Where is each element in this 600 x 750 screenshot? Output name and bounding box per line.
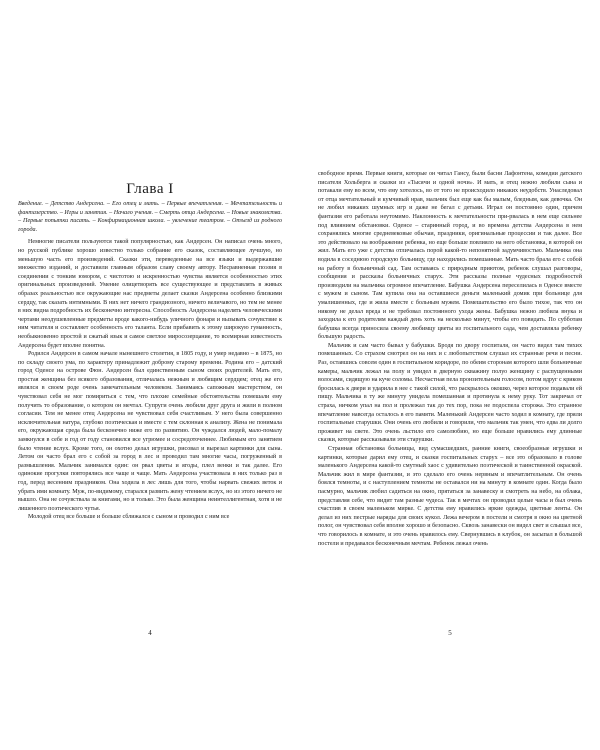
right-page-text	[318, 170, 582, 548]
left-page-text	[18, 200, 282, 522]
paragraph: Немногие писатели пользуются такой популярностью, как Андерсен. Он написал очень много, но русской публике хорошо известно только собрание его сказок, составляющее лучшую, но меньшую часть его произведений. Сказки эти, переведенные на все языки и выдержавшие множество изданий, и доставили главным образом славу своему автору. Несравненная поэзия в соединении с тонким юмором, с чистотою и искренностью чувства является особенностью этих оригинальных произведений. Умение олицетворять все существующее и представлять в живых образах реальностью все окружающие нас предметы делает сказки Андерсена особенно близкими сердцу, так сказать интимными. В них нет ничего грандиозного, ничего величавого, но тем не менее в них видна подробность их бесконечно интересна. Способность Андерсена наделять человеческими чертами неодушевленные предметы вроде какого-нибудь уличного фонаря и вызывать сочувствие к ним читателя и составляет особенность его таланта. Если прибавить к этому широкую гуманность, необыкновенно простой и сжатый язык и самое светлое миросозерцание, то всемирная известность Андерсена будет вполне понятна.	[18, 239, 282, 349]
right-page	[300, 0, 600, 750]
page-number-right: 5	[448, 629, 452, 637]
paragraph: Мальчик и сам часто бывал у бабушки. Бродя по двору госпиталя, он часто видел там тихих помешанных. Со страхом смотрел он на них и с любопытством слушал их странные речи и песни. Раз, оставшись совсем один в госпитальном коридоре, по обеим сторонам которого шли больничные камеры, мальчик лежал на полу и увидел в дверную скважину полуо женщину с распущенными волосами, сидящую на куче соломы. Несчастная пела пронзительным голосом, потом вдруг с криком бросилась к двери и ударила в нее с такой силой, что раскрылось окошко, через которое подавали ей пищу. Мальчика в ту же минуту увидела помешанная и протянула к нему руку. Тот закричал от страха, ничком упал на пол и пролежал так до тех пор, пока не подоспела сторожа. Это странное впечатление навсегда осталось в его памяти. Маленький Андерсен часто ходил в комнату, где пряли госпитальные старушки. Они очень его любили и говорили, что мальчик так умен, что едва ли долго проживет на свете. Это очень льстило его самолюбию, но еще больше нравились ему длинные сказки, которые рассказывали эти старушки.	[318, 342, 582, 444]
chapter-title: Глава I	[126, 181, 174, 197]
paragraph: Молодой отец все больше и больше сближался с сыном и проводил с ним все	[28, 514, 230, 521]
paragraph: свободное время. Первые книги, которые он читал Гансу, были басни Лафонтена, комедии датского писателя Хольберга и сказки из «Тысячи и одной ночи». И мать, и отец нежно любили сына и потакали ему во всем, что ему хотелось, во от того не происходило никаких неудобств. Унаследовал от отца мечтательный и кумчивый нрав, мальчик был еще как бы малым, бледным, как девочка. Он не любил никаких шумных игр и даже не бегал с детьми. Играл он постоянно один, причем фантазия его работала неутомимо. Наклонность к мечтательности при-рвалась в нем еще сильнее под влиянием обстановки. Оденсе – старинный город, и во времена детства Андерсена в нем сохранялись многие средневековые обычаи, праздники, оригинальные процессии и так далее. Все это действовало на воображение ребенка, но еще больше повлияло на него обстановка, в которой он жил. Мать его уже с детства отличалась порой какой-то непонятной задумчивостью. Мальчика она водила в соседнюю городскую больницу, где находились помешанные. Мать часто брала его с собой на работу в больничный сад. Там оставаясь с природным приютом, ребенок слушал разговоры, сообщения и рассказы больничных старух. Эти рассказы полные чудесных подробностей производили на мальчика огромное впечатление. Бабушка Андерсена переселилась в Оденсе вместе с мужем и сыном. Там купила она на оставшиеся деньги маленький домик при больнице для умалишенных, где и жила вместе с больным мужем. Помешательство его было тихое, так что он никому не делал вреда и не требовал постоянного ухода жены. Бабушка нежно любила внука и заходила к его родителям каждый день хоть на несколько минут, чтобы его повидать. По субботам бабушка всегда приносила своему любимцу цветы из госпитального сада, чем доставляла ребенку большую радость.	[318, 171, 582, 341]
paragraph: Родился Андерсен в самом начале нынешнего столетия, в 1805 году, и умер недавно – в 1875, но по складу своего ума, по характеру принадлежит доброму старому времени. Родина его – датский город Оденсе на острове Фюн. Андерсен был единственным сыном своих родителей. Мать его, простая женщина без всякого образования, отличалась нежным и любящим сердцем; отец же его являлся в своем роде очень замечательным человеком. Занимаясь сапожным мастерством, он чувствовал себя не мог помириться с тем, что плохие семейные обстоятельства помешали ему получить то образование, о котором он мечтал. Супруги очень любили друг друга и жили в полном согласии. Тем не менее отец Андерсена не чувствовал себя счастливым. У него была совершенно исключительная натура, глубоко поэтическая и вместе с тем склонная к анализу. Жена не понимала его, окружающая среда была бесконечно ниже его по развитию. Он чуждался людей, мало-помалу замкнулся в себе и год от году становился все угрюмее и сосредоточеннее. Любимым его занятием было чтение вслух. Кроме того, он охотно делал игрушки, рисовал и вырезал картинки для сына. Летом он часто брал его с собой за город в лес и проводил там многие часы, погруженный в размышления. Мальчик занимался один: он рвал цветы и ягоды, плел венки и так далее. Его одинокие прогулки повторялись все чаще и чаще. Мать Андерсена участвовала в них только раз в год, перед весенним праздником. Она ходила в лес лишь для того, чтобы нарвать свежих веток и убрать ими комнату. Муж, по-видимому, старался развить жену чтением вслух, но из этого ничего не вышло. Она не сочувствала за книгами, но и только. Это была женщина неинтеллигентная, хотя и не лишенного поэтического чутья.	[18, 351, 282, 512]
page-number-left: 4	[148, 629, 152, 637]
paragraph: Странная обстановка больницы, вид сумасшедших, ранние книги, своеобразные игрушки и картинки, которые дарил ему отец, и сказки госпитальных старух – все это образовало в голове маленького Андерсена какой-то смутный хаос с удивительно поэтической и таинственной окраской. Мальчик жил в мире фантазии, и это сделало его очень нервным и впечатлительным. Он очень боялся темноты, и с наступлением темноты не оставался ни на минуту в комнате один. Когда было пасмурно, мальчик любил садиться на окно, прятаться за занавеску и смотреть на небо, на облака, представляя себе, что видит там разные чудеса. Так в мечтах он проводил целые часы и был очень счастлив в своем маленьком мирке. С детства ему нравились яркие одежды, цветные ленты. Он делал из них пестрые наряды для своих кукол. Лежа вечером в постели и смотря в окно на цветной полог, он чувствовал себя вполне хорошо и безопасно. Сквозь занавески он видел свет и слышал все, что говорилось в комнате, и это очень нравилось ему. Свернувшись в клубок, он засыпал в большой постели и предавался бесконечным мечтам. Ребенок лежал очень	[318, 446, 582, 547]
chapter-summary: Введение. – Детство Андерсена. – Его отец и мать. – Первые впечатления. – Мечтательность и фантазерство. – Игры и занятия. – Начало учения. – Смерть отца Андерсена. – Новые знакомства. – Первые попытки писать. – Конфирмационная школа. – увлечение театром. – Отъезд из родного города.	[18, 201, 282, 233]
